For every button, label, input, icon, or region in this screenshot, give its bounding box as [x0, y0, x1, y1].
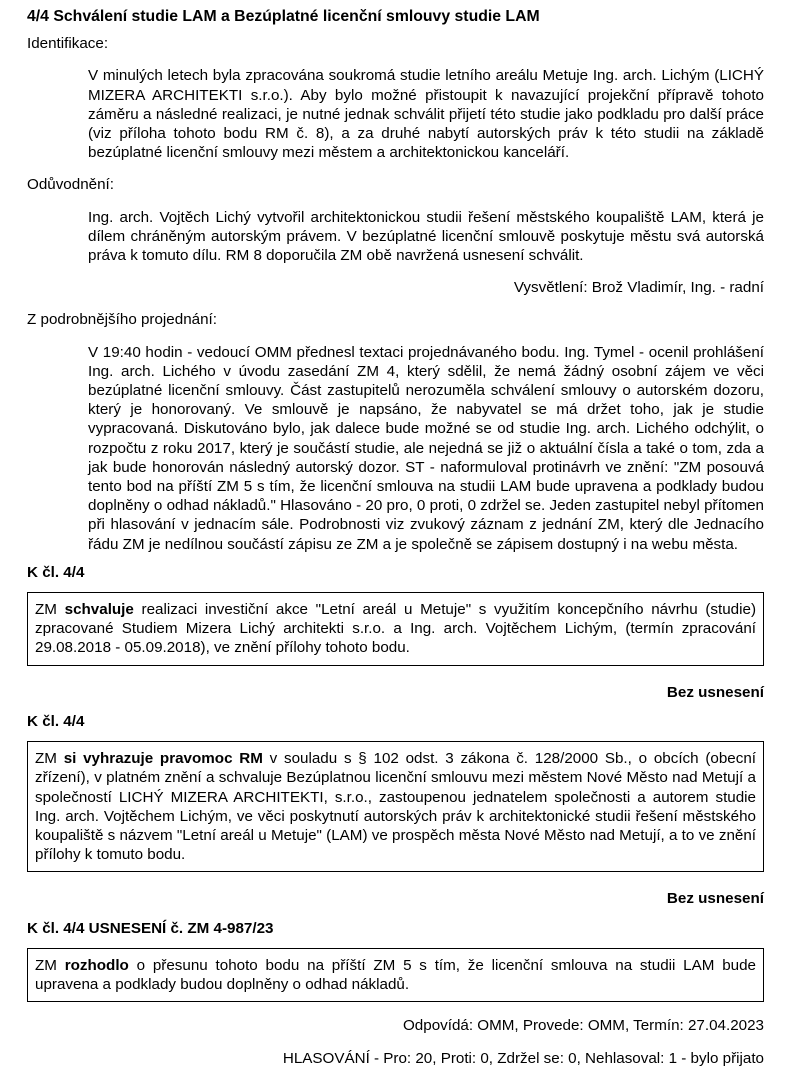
k3-voting: HLASOVÁNÍ - Pro: 20, Proti: 0, Zdržel se: 0, Nehlasoval: 1 - bylo přijato [282, 1050, 764, 1068]
k2-pre: ZM [35, 750, 64, 768]
k1-post: realizaci investiční akce "Letní areál u Metuje" s využitím koncepčního návrhu (studie) zpracované Studiem Mizera Lichý architekti s.r.o. a Ing. arch. Vojtěchem Lichým, (termín zpracování 29.08.2018 - 05.09.2018), ve znění přílohy tohoto bodu. [35, 601, 757, 657]
identifikace-text: V minulých letech byla zpracována soukromá studie letního areálu Metuje Ing. arch. Lichým (LICHÝ MIZERA ARCHITEKTI s.r.o.). Aby bylo možné přistoupit k navazující projekční přípravě tohoto záměru a následné realizaci, je nutné jednak schválit přijetí této studie jako podkladu pro další práce (viz příloha tohoto bodu RM č. 8), a za druhé nabytí autorských práv k této studii na základě bezúplatné licenční smlouvy mezi městem a architektonickou kanceláří. [88, 67, 764, 162]
k2-result: Bez usnesení [666, 890, 764, 908]
oduvodneni-label: Odůvodnění: [27, 176, 114, 194]
k3-responsibility: Odpovídá: OMM, Provede: OMM, Termín: 27.04.2023 [402, 1017, 764, 1035]
identifikace-label: Identifikace: [27, 35, 109, 53]
k1-heading: K čl. 4/4 [27, 563, 85, 581]
section-title: 4/4 Schválení studie LAM a Bezúplatné licenční smlouvy studie LAM [27, 8, 540, 25]
k3-heading: K čl. 4/4 USNESENÍ č. ZM 4-987/23 [27, 919, 274, 937]
k3-post: o přesunu tohoto bodu na příští ZM 5 s tím, že licenční smlouva na studii LAM bude upravena a podklady budou doplněny o odhad nákladů. [35, 956, 756, 993]
k1-resolution-box [27, 592, 764, 666]
k2-verb: si vyhrazuje pravomoc RM [63, 750, 263, 768]
projednani-text: V 19:40 hodin - vedoucí OMM přednesl textaci projednávaného bodu. Ing. Tymel - ocenil prohlášení Ing. arch. Lichého v úvodu zasedání ZM 4, který sdělil, že nemá žádný osobní zájem ve věci bezúplatné licenční smlouvy. Část zastupitelů nerozuměla schválení smlouvy o autorském dozoru, který je honorovaný. Ve smlouvě je napsáno, že nabyvatel se má držet toho, jak je studie vypracovaná. Diskutováno bylo, jak dalece bude možné se od studie Ing. arch. Lichého odchýlit, o rozpočtu z roku 2017, který je součástí studie, ale nejedná se již o aktuální čísla a také o tom, zda a jak bude honorován následný autorský dozor. ST - naformuloval protinávrh ve znění: "ZM posouvá tento bod na příští ZM 5 s tím, že licenční smlouva na studii LAM bude upravena a podklady budou doplněny o odhad nákladů." Hlasováno - 20 pro, 0 proti, 0 zdržel se. Jeden zastupitel nebyl přítomen při hlasování v jednacím sále. Podrobnosti viz zvukový záznam z jednání ZM, který dle Jednacího řádu ZM je nedílnou součástí zápisu ze ZM a je společně se zápisem dostupný i na webu města. [88, 343, 764, 553]
k3-pre: ZM [35, 956, 65, 974]
k1-verb: schvaluje [64, 601, 134, 619]
oduvodneni-text: Ing. arch. Vojtěch Lichý vytvořil architektonickou studii řešení městského koupaliště LAM, která je dílem chráněným autorským právem. V bezúplatné licenční smlouvě poskytuje městu svá autorská práva k tomuto dílu. RM 8 doporučila ZM obě navržená usnesení schválit. [88, 208, 764, 265]
vysvetleni-line: Vysvětlení: Brož Vladimír, Ing. - radní [513, 279, 764, 297]
k1-pre: ZM [35, 601, 65, 619]
projednani-label: Z podrobnějšího projednání: [27, 311, 217, 329]
k3-resolution-box [27, 948, 764, 1002]
k2-resolution-box [27, 741, 764, 872]
k2-post: v souladu s § 102 odst. 3 zákona č. 128/2000 Sb., o obcích (obecní zřízení), v platném znění a schvaluje Bezúplatnou licenční smlouvu mezi městem Nové Město nad Metují a společností LICHÝ MIZERA ARCHITEKTI, s.r.o., zastoupenou jednatelem společnosti a autorem studie Ing. arch. Vojtěchem Lichým, ve věci poskytnutí autorských práv k architektonické studii řešení městského koupaliště s názvem "Letní areál u Metuje" (LAM) ve prospěch města Nové Město nad Metují, a to ve znění přílohy k tomuto bodu. [35, 750, 756, 864]
k3-verb: rozhodlo [64, 956, 129, 974]
k1-result: Bez usnesení [666, 683, 764, 701]
k2-heading: K čl. 4/4 [27, 712, 85, 730]
